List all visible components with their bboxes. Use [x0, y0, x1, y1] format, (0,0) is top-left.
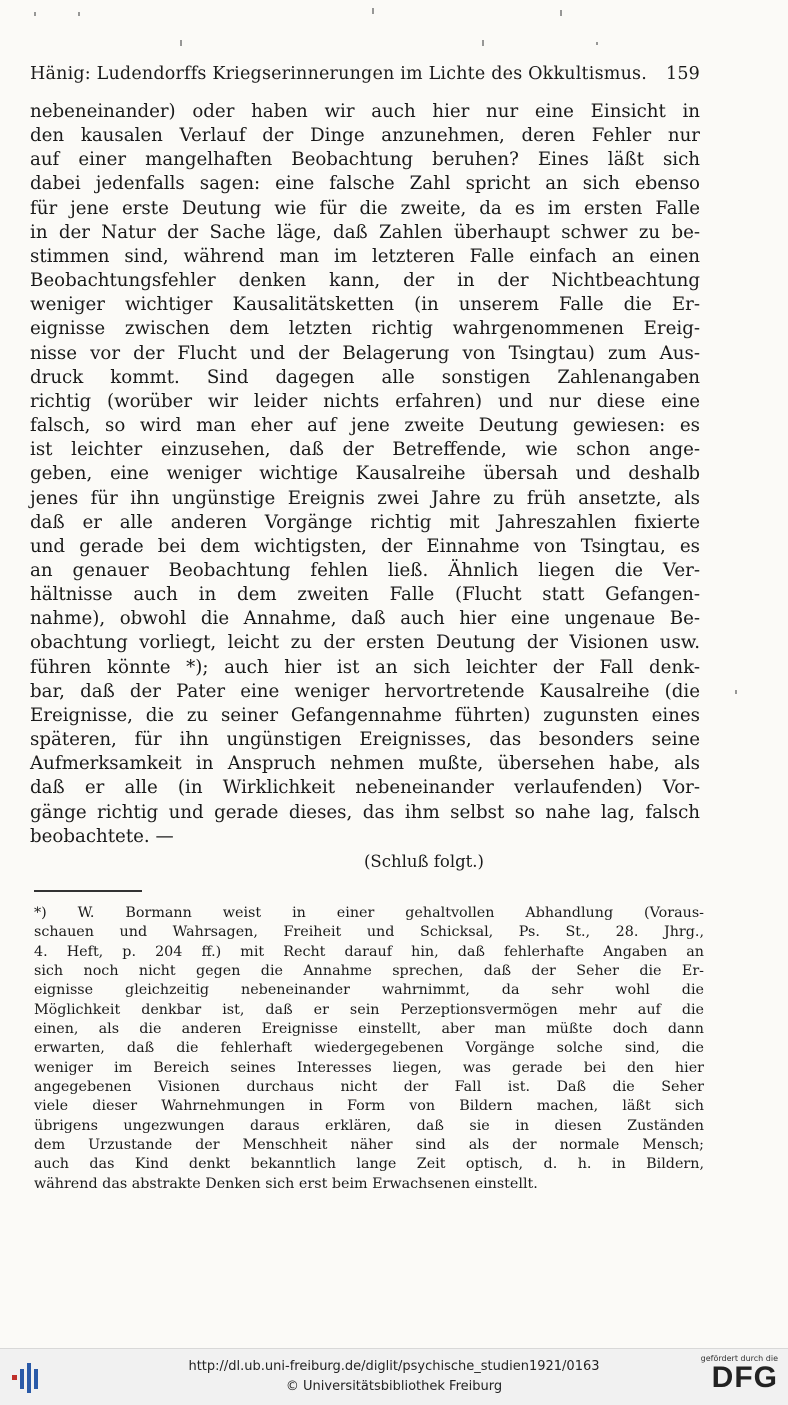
footnote-line: Möglichkeit denkbar ist, daß er sein Perzeptionsvermögen mehr auf die — [34, 1001, 704, 1018]
continuation-text: (Schluß folgt.) — [364, 852, 484, 871]
source-url[interactable]: http://dl.ub.uni-freiburg.de/diglit/psychische_studien1921/0163 — [188, 1359, 600, 1374]
text-line: gänge richtig und gerade dieses, das ihm selbst so nahe lag, falsch — [30, 801, 700, 823]
viewer-footer — [0, 1348, 788, 1405]
text-line: hältnisse auch in dem zweiten Falle (Flucht statt Gefangen- — [30, 584, 700, 606]
footnote-line: während das abstrakte Denken sich erst beim Erwachsenen einstellt. — [34, 1175, 538, 1192]
footnote-line: sich noch nicht gegen die Annahme sprechen, daß der Seher die Er- — [34, 963, 704, 980]
text-line: Ereignisse, die zu seiner Gefangennahme führten) zugunsten eines — [30, 704, 700, 726]
text-line: auf einer mangelhaften Beobachtung beruhen? Eines läßt sich — [30, 149, 700, 171]
footnote-line: erwarten, daß die fehlerhaft wiedergegebenen Vorgänge solche sind, die — [34, 1040, 704, 1057]
text-line: richtig (worüber wir leider nichts erfahren) und nur diese eine — [30, 390, 700, 412]
main-text — [30, 100, 700, 849]
footnote-line: übrigens ungezwungen daraus erklären, daß sie in diesen Zuständen — [34, 1117, 704, 1134]
text-line: an genauer Beobachtung fehlen ließ. Ähnlich liegen die Ver- — [30, 559, 700, 581]
text-line: nahme), obwohl die Annahme, daß auch hier eine ungenaue Be- — [30, 608, 700, 630]
footnote-rule — [34, 890, 142, 892]
text-line: jenes für ihn ungünstige Ereignis zwei Jahre zu früh ansetzte, als — [30, 487, 700, 509]
text-line: den kausalen Verlauf der Dinge anzunehmen, deren Fehler nur — [30, 125, 700, 147]
footnote-line: viele dieser Wahrnehmungen in Form von Bildern machen, läßt sich — [34, 1098, 704, 1115]
footnote-line: auch das Kind denkt bekanntlich lange Zeit optisch, d. h. in Bildern, — [34, 1156, 704, 1173]
text-line: eignisse zwischen dem letzten richtig wahrgenommenen Ereig- — [30, 318, 700, 340]
footnote-line: *) W. Bormann weist in einer gehaltvollen Abhandlung (Voraus- — [34, 905, 704, 921]
running-head-title: Hänig: Ludendorffs Kriegserinnerungen im Lichte des Okkultismus. — [30, 64, 647, 84]
text-line: daß er alle (in Wirklichkeit nebeneinander verlaufenden) Vor- — [30, 777, 700, 799]
footnote-line: 4. Heft, p. 204 ff.) mit Recht darauf hin, daß fehlerhafte Angaben an — [34, 943, 704, 960]
continuation-note — [0, 852, 788, 871]
text-line: und gerade bei dem wichtigsten, der Einnahme von Tsingtau, es — [30, 535, 700, 557]
footnote-line: eignisse gleichzeitig nebeneinander wahrnimmt, da sehr wohl die — [34, 982, 704, 999]
text-line: späteren, für ihn ungünstigen Ereignisses, das besonders seine — [30, 729, 700, 751]
text-line: Beobachtungsfehler denken kann, der in der Nichtbeachtung — [30, 270, 700, 292]
text-line: druck kommt. Sind dagegen alle sonstigen Zahlenangaben — [30, 366, 700, 388]
text-line: obachtung vorliegt, leicht zu der ersten Deutung der Visionen usw. — [30, 632, 700, 654]
text-line: in der Natur der Sache läge, daß Zahlen überhaupt schwer zu be- — [30, 221, 700, 243]
footnote — [34, 904, 704, 1194]
copyright-text: © Universitätsbibliothek Freiburg — [285, 1379, 503, 1394]
text-line: weniger wichtiger Kausalitätsketten (in unserem Falle die Er- — [30, 294, 700, 316]
dfg-logo — [688, 1354, 778, 1400]
footnote-line: einen, als die anderen Ereignisse einstellt, aber man müßte doch dann — [34, 1021, 704, 1038]
footnote-line: weniger im Bereich seines Interesses liegen, was gerade bei den hier — [34, 1059, 704, 1076]
text-line: nebeneinander) oder haben wir auch hier nur eine Einsicht in — [30, 101, 700, 122]
text-line: beobachtete. — — [30, 825, 174, 847]
footnote-line: dem Urzustande der Menschheit näher sind als der normale Mensch; — [34, 1137, 704, 1154]
text-line: daß er alle anderen Vorgänge richtig mit Jahreszahlen fixierte — [30, 511, 700, 533]
text-line: dabei jedenfalls sagen: eine falsche Zahl spricht an sich ebenso — [30, 173, 700, 195]
text-line: führen könnte *); auch hier ist an sich leichter der Fall denk- — [30, 656, 700, 678]
text-line: falsch, so wird man eher auf jene zweite Deutung gewiesen: es — [30, 415, 700, 437]
text-line: ist leichter einzusehen, daß der Betreffende, wie schon ange- — [30, 439, 700, 461]
footnote-line: schauen und Wahrsagen, Freiheit und Schicksal, Ps. St., 28. Jhrg., — [34, 924, 704, 941]
footnote-line: angegebenen Visionen durchaus nicht der Fall ist. Daß die Seher — [34, 1079, 704, 1096]
text-line: geben, eine weniger wichtige Kausalreihe übersah und deshalb — [30, 463, 700, 485]
text-line: für jene erste Deutung wie für die zweite, da es im ersten Falle — [30, 197, 700, 219]
page-number: 159 — [665, 64, 700, 84]
text-line: bar, daß der Pater eine weniger hervortretende Kausalreihe (die — [30, 680, 700, 702]
running-head — [30, 64, 700, 84]
text-line: Aufmerksamkeit in Anspruch nehmen mußte, übersehen habe, als — [30, 753, 700, 775]
dfg-mark: DFG — [711, 1361, 778, 1394]
text-line: nisse vor der Flucht und der Belagerung von Tsingtau) zum Aus- — [30, 342, 700, 364]
dfg-tagline: gefördert durch die — [700, 1354, 778, 1363]
text-line: stimmen sind, während man im letzteren Falle einfach an einen — [30, 245, 700, 267]
